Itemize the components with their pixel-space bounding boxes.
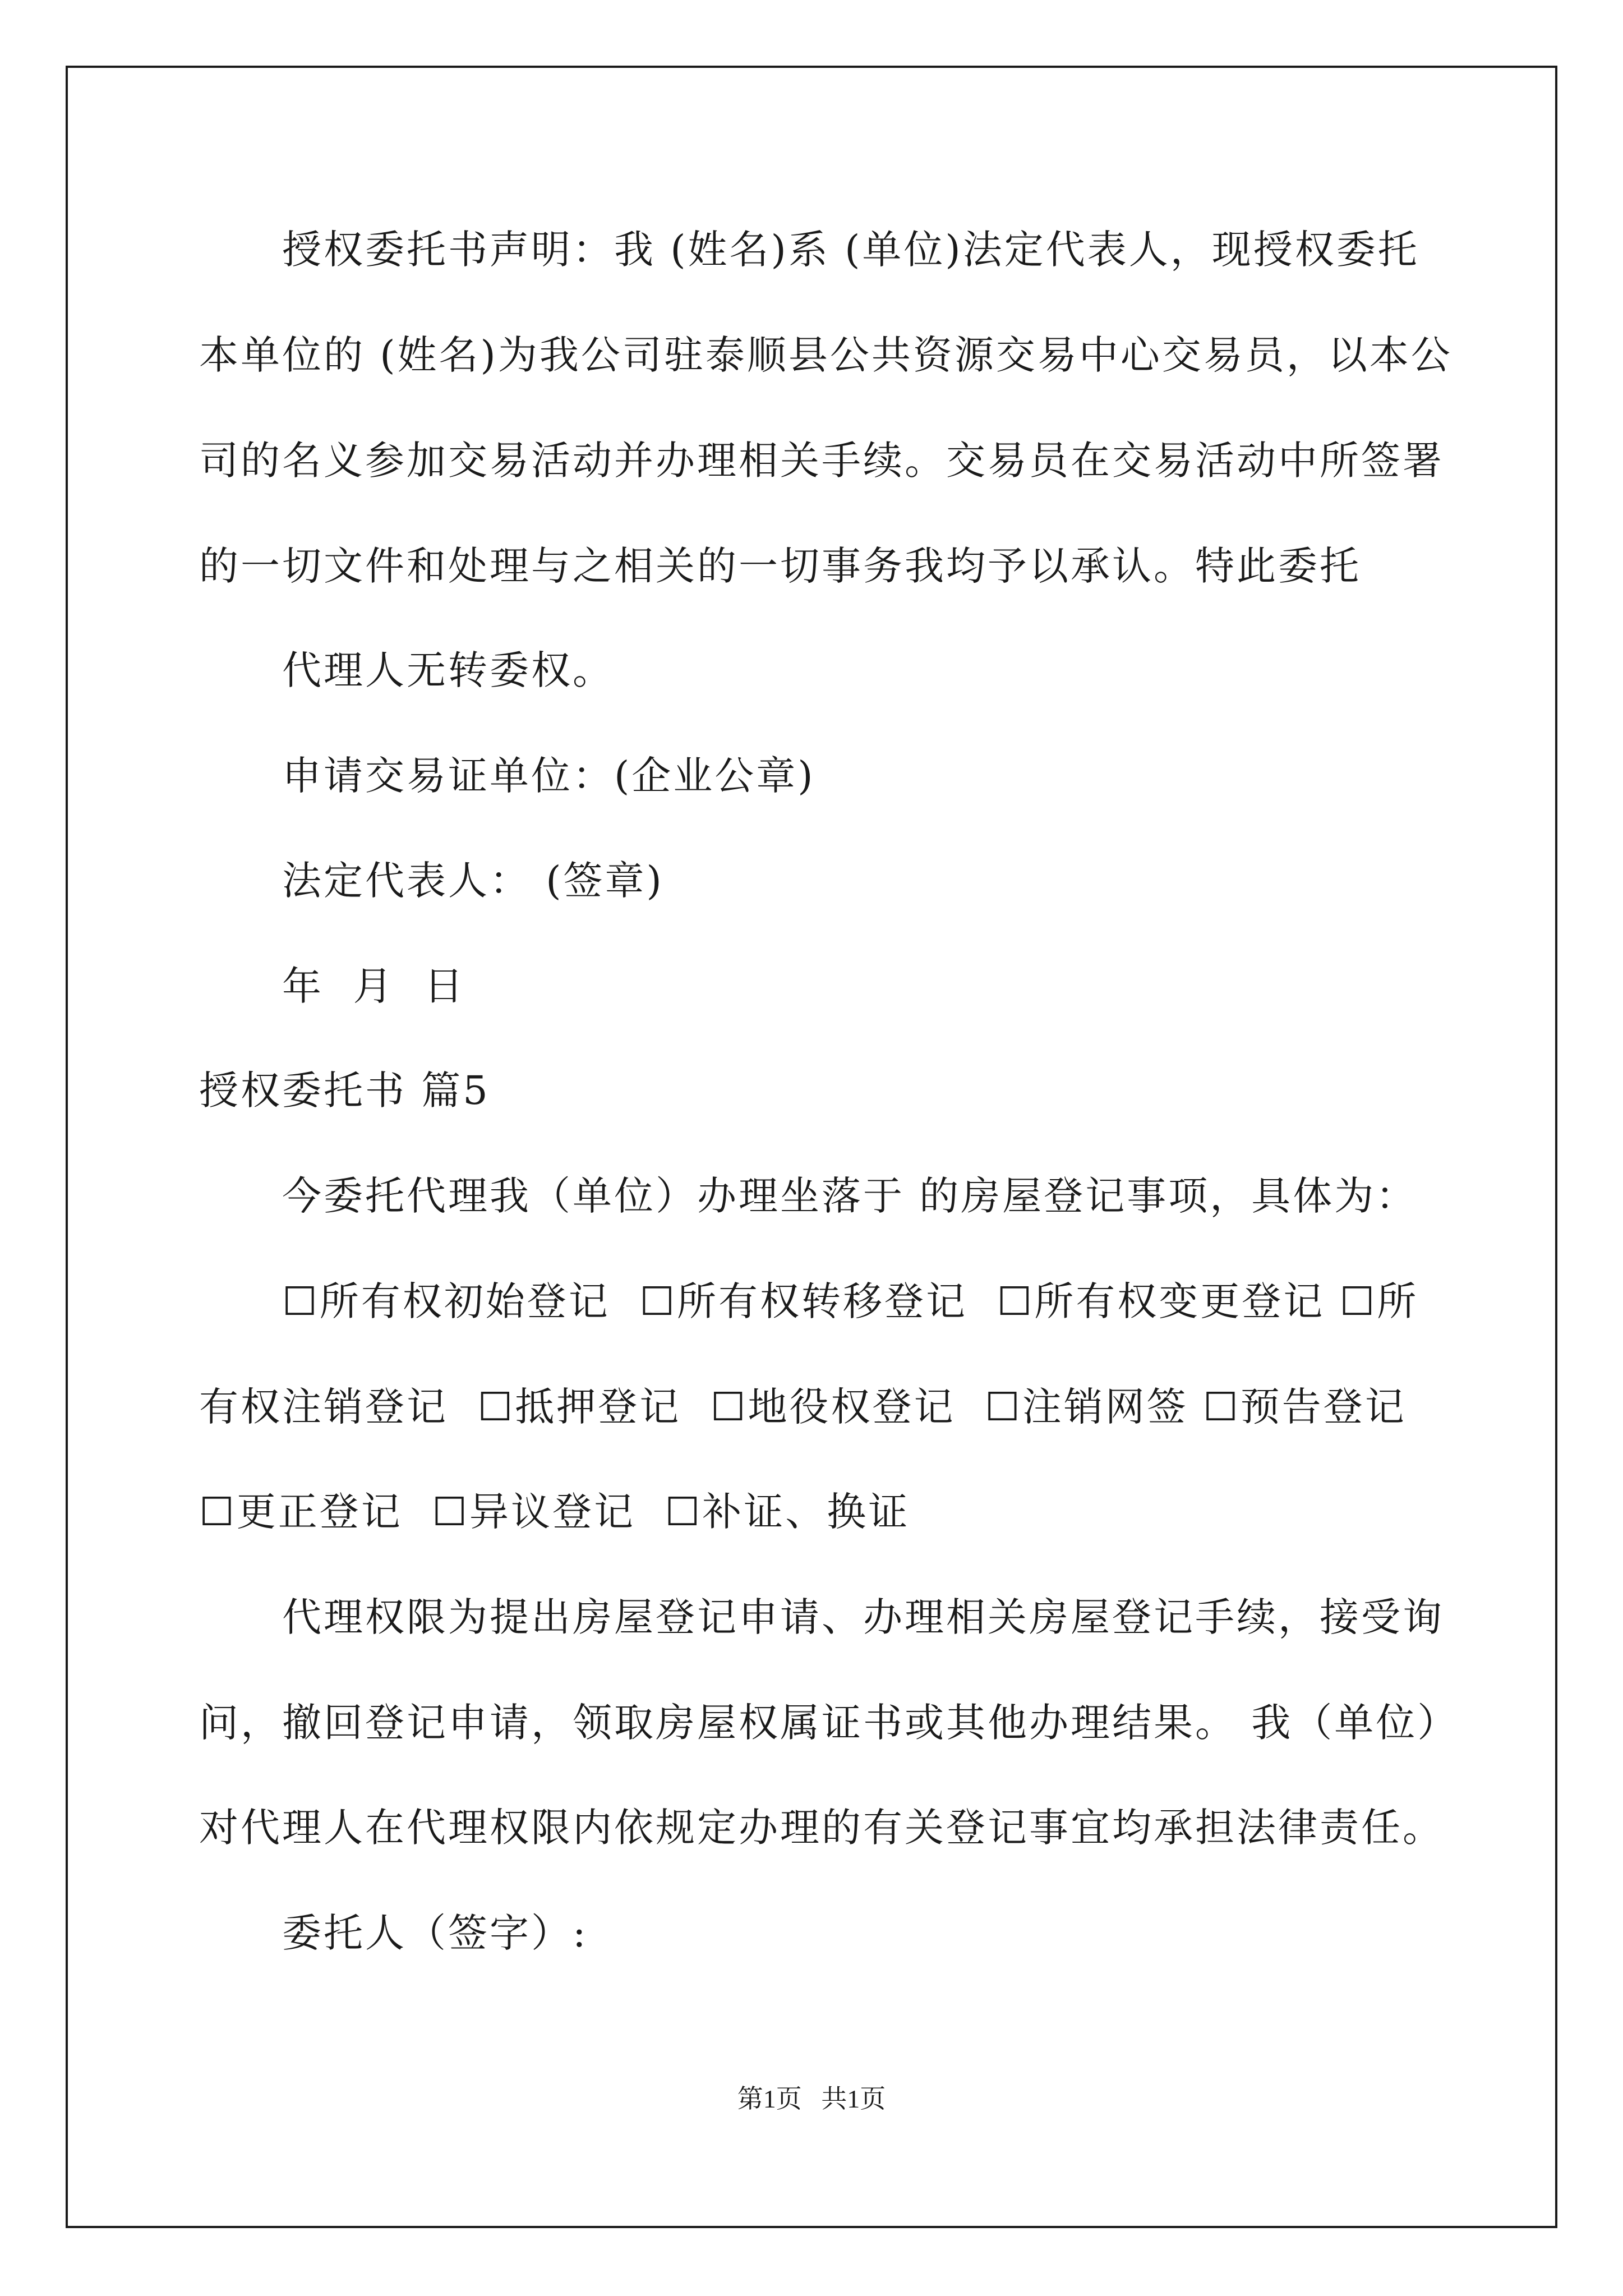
paragraph-line: 申请交易证单位：(企业公章) — [282, 753, 815, 799]
paragraph-line: 法定代表人： (签章) — [282, 858, 664, 904]
paragraph-line: 今委托代理我（单位）办理坐落于 的房屋登记事项，具体为： — [282, 1173, 1418, 1219]
paragraph-line: 对代理人在代理权限内依规定办理的有关登记事宜均承担法律责任。 — [199, 1805, 1444, 1851]
paragraph-line: 的一切文件和处理与之相关的一切事务我均予以承认。特此委托 — [199, 543, 1361, 589]
paragraph-line: 司的名义参加交易活动并办理相关手续。交易员在交易活动中所签署 — [199, 438, 1444, 484]
paragraph-line: 授权委托书声明：我 (姓名)系 (单位)法定代表人，现授权委托 — [282, 227, 1419, 273]
page-border — [66, 66, 1557, 2228]
paragraph-line: 代理人无转委权。 — [282, 647, 614, 693]
checkbox-options-line: ☐所有权初始登记 ☐所有权转移登记 ☐所有权变更登记 ☐所 — [282, 1278, 1419, 1324]
checkbox-options-line: 有权注销登记 ☐抵押登记 ☐地役权登记 ☐注销网签 ☐预告登记 — [199, 1384, 1407, 1430]
paragraph-line: 本单位的 (姓名)为我公司驻泰顺县公共资源交易中心交易员，以本公 — [199, 332, 1453, 378]
page-number: 第1页 共1页 — [737, 2085, 886, 2113]
paragraph-line: 问，撤回登记申请，领取房屋权属证书或其他办理结果。 我（单位） — [199, 1700, 1459, 1746]
date-line: 年 月 日 — [282, 963, 466, 1009]
section-heading: 授权委托书 篇5 — [199, 1068, 490, 1114]
paragraph-line: 代理权限为提出房屋登记申请、办理相关房屋登记手续，接受询 — [282, 1594, 1444, 1640]
checkbox-options-line: ☐更正登记 ☐异议登记 ☐补证、换证 — [199, 1489, 910, 1535]
signature-line: 委托人（签字）: — [282, 1910, 588, 1956]
